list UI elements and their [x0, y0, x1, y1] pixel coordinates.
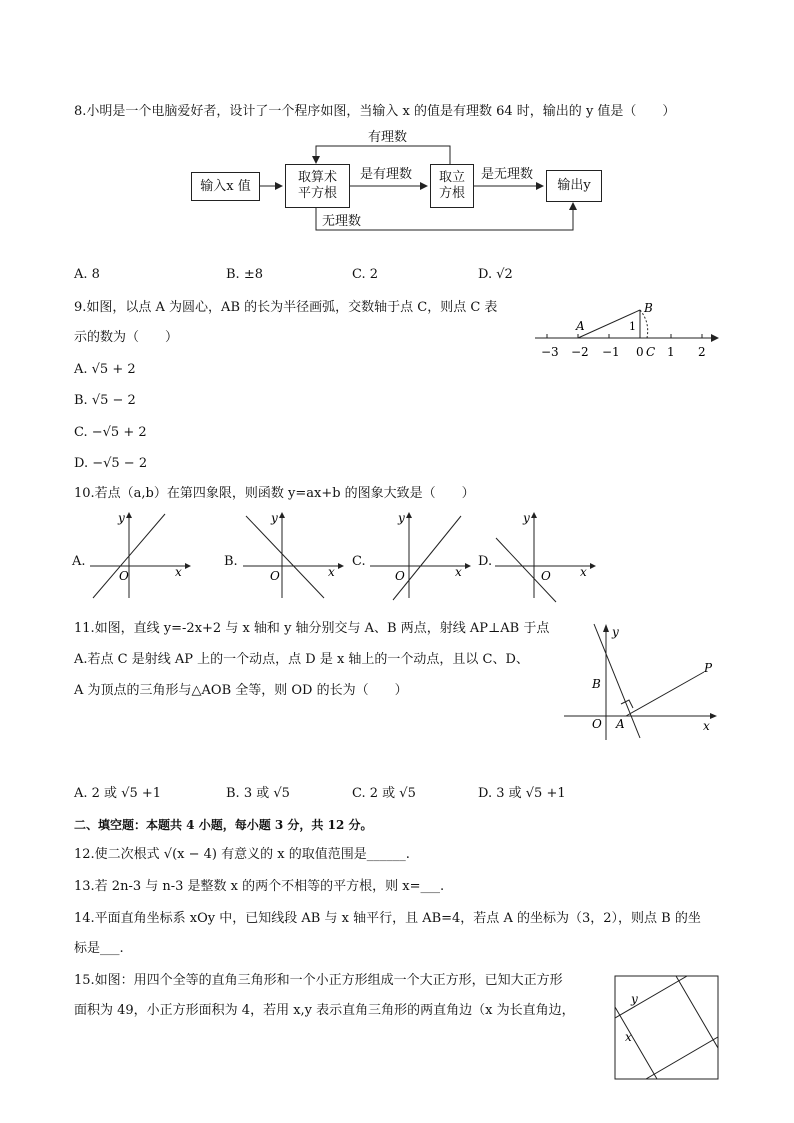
q10-graph-c-label: C.: [352, 554, 366, 569]
tick-label: 0: [636, 345, 644, 359]
origin-label: O: [592, 717, 602, 731]
q9-number-line-figure: [530, 296, 730, 366]
point-a-label: A: [616, 717, 625, 731]
q11-option-d: D. 3 或 √5 +1: [478, 786, 566, 801]
tick-label: −3: [541, 345, 559, 359]
q10-graph-b-label: B.: [224, 554, 238, 569]
q8-stem: 8.小明是一个电脑爱好者，设计了一个程序如图，当输入 x 的值是有理数 64 时，输出的 y 值是（ ）: [74, 104, 676, 119]
flow-mid-label2: 是无理数: [481, 167, 534, 182]
y-axis-label: y: [398, 511, 405, 525]
q10-graph-a: [85, 510, 195, 600]
flow-sqrt-line1: 取算术: [297, 170, 337, 185]
origin-label: O: [270, 569, 280, 583]
side-label: 1: [629, 320, 636, 333]
origin-label: O: [119, 569, 129, 583]
flow-input-box: 输入x 值: [191, 172, 260, 201]
point-p-label: P: [704, 661, 713, 675]
origin-label: O: [541, 569, 551, 583]
q11-figure: [560, 620, 730, 745]
q8-option-c: C. 2: [352, 267, 379, 282]
q13-text: 13.若 2n-3 与 n-3 是整数 x 的两个不相等的平方根，则 x=___.: [74, 879, 445, 894]
q15-line1: 15.如图：用四个全等的直角三角形和一个小正方形组成一个大正方形，已知大正方形: [74, 973, 563, 988]
flow-cbrt-box: [430, 164, 474, 208]
q8-option-b: B. ±8: [226, 267, 263, 282]
q12-text: 12.使二次根式 √(x − 4) 有意义的 x 的取值范围是______.: [74, 847, 410, 862]
flow-cbrt-line2: 方根: [438, 186, 465, 201]
q9-option-c: C. −√5 + 2: [74, 425, 147, 440]
origin-label: O: [395, 569, 405, 583]
y-axis-label: y: [271, 511, 278, 525]
flow-cbrt-line1: 取立: [438, 170, 465, 185]
flow-mid-label1: 是有理数: [360, 167, 413, 182]
x-axis-label: x: [455, 565, 462, 579]
flow-top-label: 有理数: [368, 130, 408, 145]
x-axis-label: x: [703, 719, 710, 733]
q10-graph-b: [238, 510, 348, 600]
q11-option-c: C. 2 或 √5: [352, 786, 416, 801]
q11-stem-line2: A.若点 C 是射线 AP 上的一个动点，点 D 是 x 轴上的一个动点，且以 C、D、: [74, 652, 529, 667]
y-axis-label: y: [118, 511, 125, 525]
flow-sqrt-box: [285, 164, 350, 208]
tick-label: −1: [602, 345, 620, 359]
point-c-label: C: [646, 345, 656, 359]
y-axis-label: y: [612, 625, 619, 639]
q10-stem: 10.若点（a,b）在第四象限，则函数 y=ax+b 的图象大致是（ ）: [74, 486, 475, 501]
q9-option-a: A. √5 + 2: [74, 362, 136, 377]
section-heading: 二、填空题：本题共 4 小题，每小题 3 分，共 12 分。: [74, 818, 373, 832]
point-b-label: B: [644, 301, 653, 315]
q15-line2: 面积为 49，小正方形面积为 4，若用 x,y 表示直角三角形的两直角边（x 为长直角边，: [74, 1003, 575, 1018]
q11-stem-line1: 11.如图，直线 y=-2x+2 与 x 轴和 y 轴分别交与 A、B 两点，射线 AP⊥AB 于点: [74, 621, 550, 636]
q10-graph-a-label: A.: [72, 554, 86, 569]
q8-option-d: D. √2: [478, 267, 513, 282]
tick-label: −2: [571, 345, 589, 359]
x-axis-label: x: [328, 565, 335, 579]
side-x-label: x: [625, 1030, 632, 1044]
q9-option-b: B. √5 − 2: [74, 393, 136, 408]
flow-sqrt-line2: 平方根: [297, 186, 337, 201]
tick-label: 2: [698, 345, 706, 359]
q10-graph-d: [490, 510, 600, 600]
q9-stem-line1: 9.如图，以点 A 为圆心，AB 的长为半径画弧，交数轴于点 C，则点 C 表: [74, 300, 498, 315]
point-b-label: B: [592, 677, 601, 691]
tick-label: 1: [667, 345, 675, 359]
q11-option-b: B. 3 或 √5: [226, 786, 290, 801]
y-axis-label: y: [523, 511, 530, 525]
q11-option-a: A. 2 或 √5 +1: [74, 786, 162, 801]
x-axis-label: x: [175, 565, 182, 579]
x-axis-label: x: [580, 565, 587, 579]
q14-line2: 标是___.: [74, 941, 124, 956]
flow-output-box: 输出y: [546, 170, 602, 202]
q10-graph-c: [365, 510, 475, 600]
q9-stem-line2: 示的数为（ ）: [74, 330, 179, 345]
side-y-label: y: [631, 992, 638, 1006]
q9-option-d: D. −√5 − 2: [74, 456, 148, 471]
q10-graph-d-label: D.: [478, 554, 493, 569]
flow-bottom-label: 无理数: [322, 214, 362, 229]
q8-option-a: A. 8: [74, 267, 100, 282]
q11-stem-line3: A 为顶点的三角形与△AOB 全等，则 OD 的长为（ ）: [74, 683, 408, 698]
q14-line1: 14.平面直角坐标系 xOy 中，已知线段 AB 与 x 轴平行，且 AB=4，若点 A 的坐标为（3，2），则点 B 的坐: [74, 911, 701, 926]
point-a-label: A: [576, 319, 585, 333]
q15-square-figure: [612, 973, 722, 1081]
